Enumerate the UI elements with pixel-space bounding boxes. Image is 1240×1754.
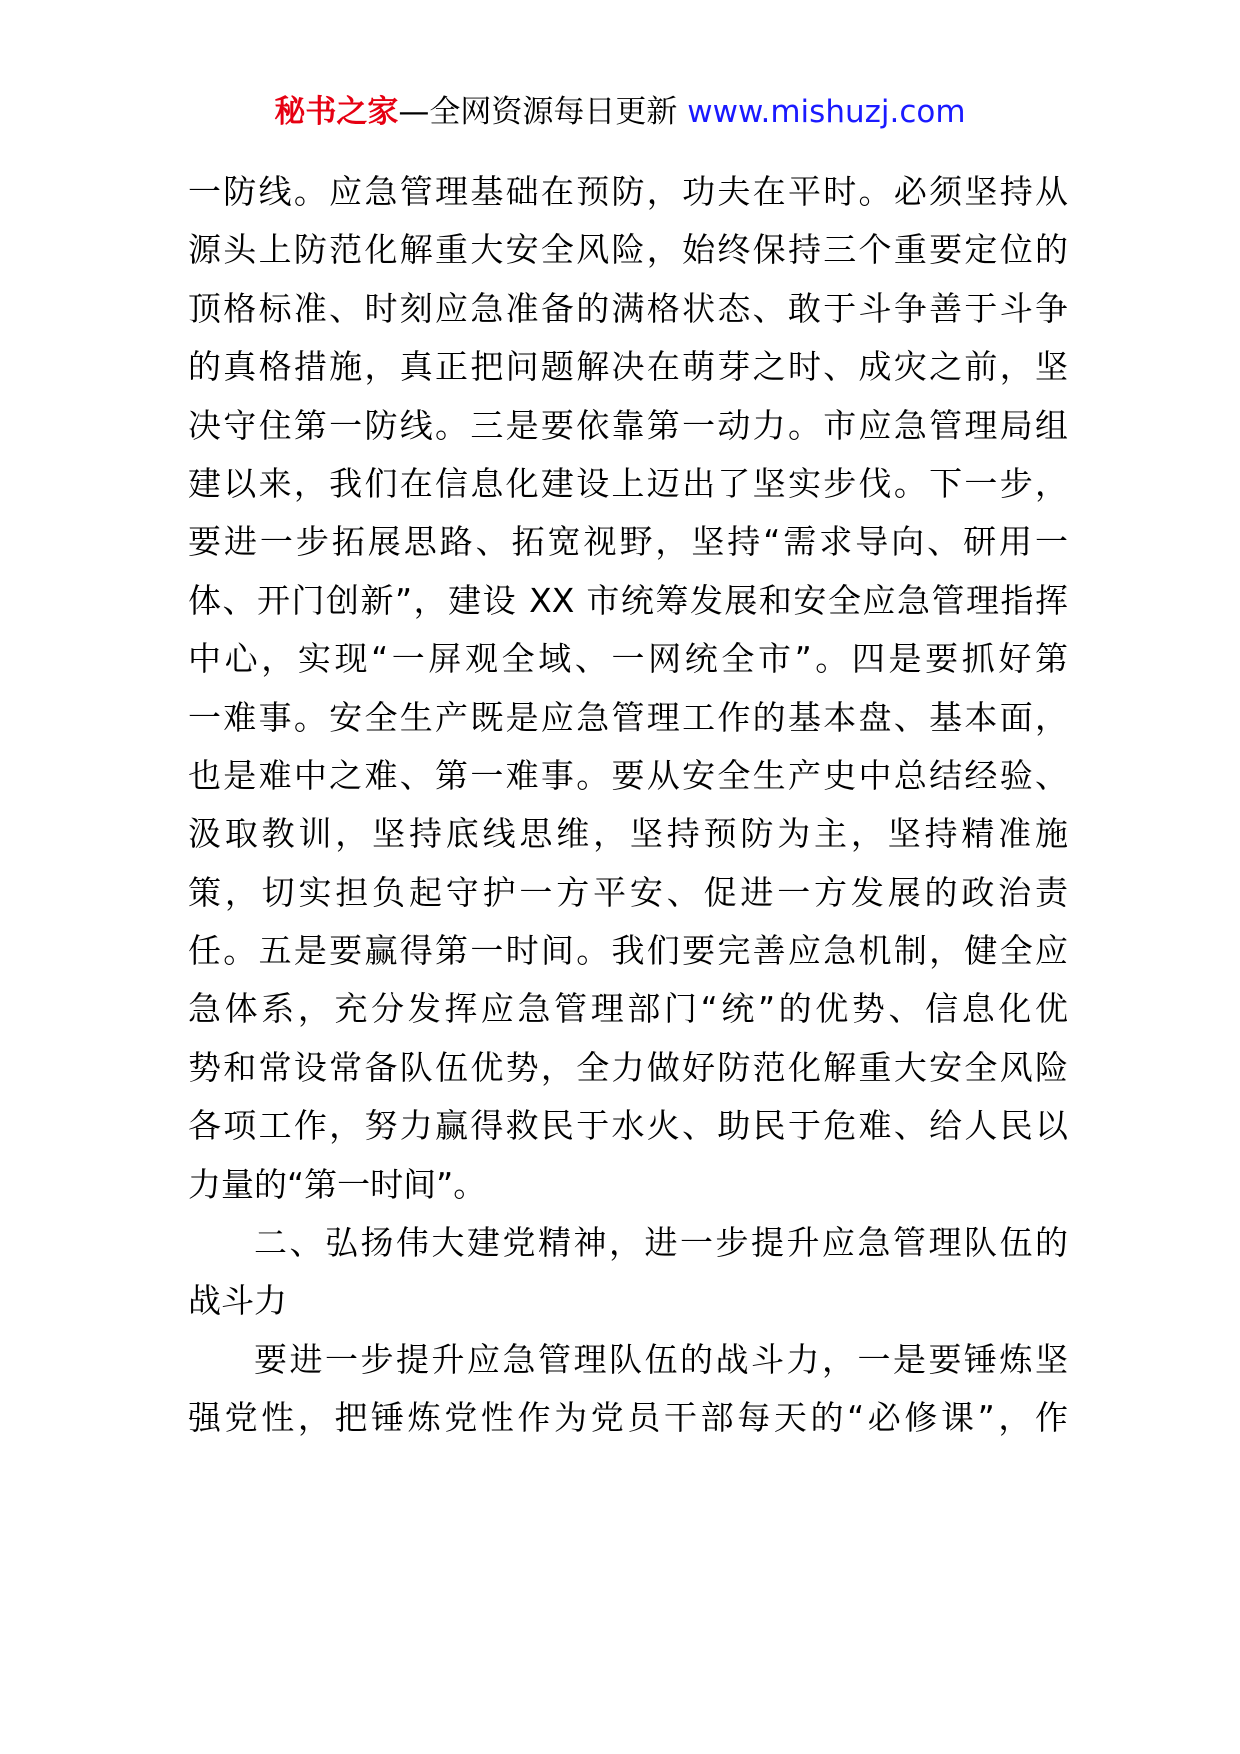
text-line: 任。五是要赢得第一时间。我们要完善应急机制，健全应 [188, 931, 1068, 971]
text-line: 的真格措施，真正把问题解决在萌芽之时、成灾之前，坚 [188, 347, 1068, 387]
text-line: 中心，实现“一屏观全域、一网统全市”。四是要抓好第 [188, 639, 1068, 679]
text-line: 建以来，我们在信息化建设上迈出了坚实步伐。下一步， [188, 463, 1068, 503]
site-url-link[interactable]: www.mishuzj.com [687, 94, 966, 130]
text-line: 决守住第一防线。三是要依靠第一动力。市应急管理局组 [188, 405, 1068, 445]
text-line: 源头上防范化解重大安全风险，始终保持三个重要定位的 [188, 230, 1068, 270]
heading-line: 战斗力 [188, 1281, 287, 1321]
text-line: 体、开门创新”，建设 XX 市统筹发展和安全应急管理指挥 [188, 580, 1068, 620]
text-line: 顶格标准、时刻应急准备的满格状态、敢于斗争善于斗争 [188, 288, 1068, 328]
text-line: 力量的“第一时间”。 [188, 1164, 487, 1204]
text-line: 要进一步拓展思路、拓宽视野，坚持“需求导向、研用一 [188, 522, 1068, 562]
text-line: 一难事。安全生产既是应急管理工作的基本盘、基本面， [188, 697, 1068, 737]
text-line: 急体系，充分发挥应急管理部门“统”的优势、信息化优 [188, 989, 1068, 1029]
text-line: 也是难中之难、第一难事。要从安全生产史中总结经验、 [188, 755, 1068, 795]
text-line: 强党性，把锤炼党性作为党员干部每天的“必修课”，作 [188, 1398, 1068, 1438]
text-line: 各项工作，努力赢得救民于水火、助民于危难、给人民以 [188, 1106, 1068, 1146]
text-line: 要进一步提升应急管理队伍的战斗力，一是要锤炼坚 [254, 1339, 1068, 1379]
paragraph [188, 1331, 1068, 1448]
text-line: 一防线。应急管理基础在预防，功夫在平时。必须坚持从 [188, 172, 1068, 211]
header-tagline: —全网资源每日更新 [398, 94, 688, 130]
brand-name: 秘书之家 [274, 94, 399, 130]
heading-line: 二、弘扬伟大建党精神，进一步提升应急管理队伍的 [254, 1223, 1068, 1263]
site-header [0, 92, 1240, 132]
text-line: 汲取教训，坚持底线思维，坚持预防为主，坚持精准施 [188, 814, 1068, 854]
document-body [188, 163, 1068, 1448]
section-heading [188, 1214, 1068, 1331]
text-line: 策，切实担负起守护一方平安、促进一方发展的政治责 [188, 872, 1068, 912]
text-line: 势和常设常备队伍优势，全力做好防范化解重大安全风险 [188, 1047, 1068, 1087]
paragraph [188, 163, 1068, 1214]
